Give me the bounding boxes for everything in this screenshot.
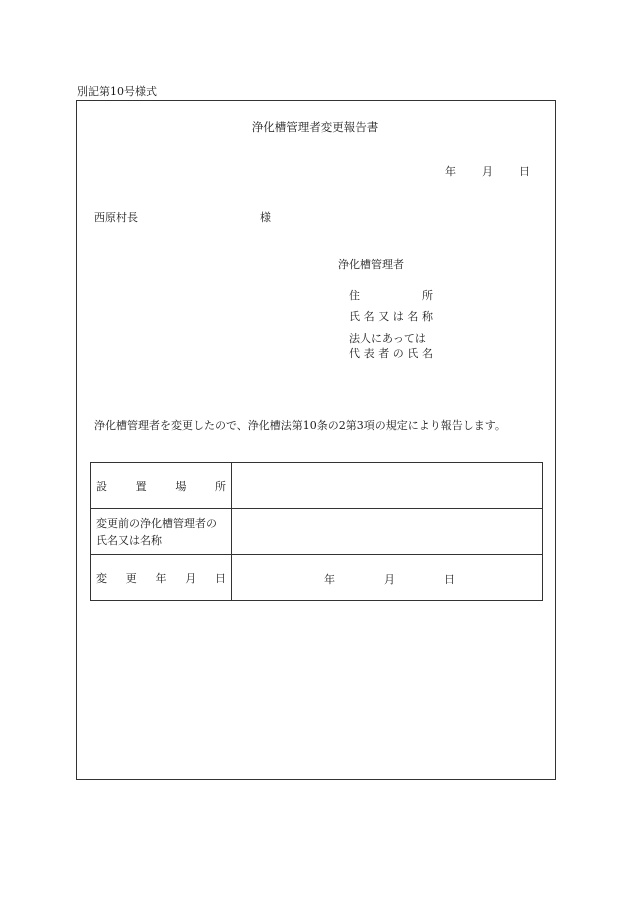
label-char: は	[392, 310, 404, 323]
label-char: 設	[96, 479, 107, 493]
label-char: 称	[421, 310, 433, 323]
label-char: 名	[363, 310, 375, 323]
label-char: 氏	[96, 533, 107, 547]
label-char: 所	[422, 289, 433, 302]
change-date-year: 年	[324, 573, 335, 586]
previous-manager-label-line1: 変更前の浄化槽管理者の	[96, 516, 217, 530]
label-char: 代	[349, 347, 360, 360]
statement-text: 浄化槽管理者を変更したので、浄化槽法第10条の2第3項の規定により報告します。	[94, 419, 506, 432]
installation-location-label	[91, 463, 232, 509]
label-char: 表	[363, 347, 375, 360]
label-char: 更	[125, 571, 137, 585]
page-title: 浄化槽管理者変更報告書	[251, 120, 379, 134]
form-frame	[76, 100, 556, 780]
table-row	[91, 463, 543, 509]
honorific: 様	[260, 211, 271, 224]
label-char: 又	[378, 310, 390, 323]
address-label	[349, 290, 433, 301]
table-row	[91, 509, 543, 555]
change-date-month: 月	[384, 573, 395, 586]
label-char: 氏	[407, 347, 419, 360]
label-char: 又	[118, 533, 129, 547]
previous-manager-value[interactable]	[232, 509, 543, 555]
label-char: 住	[349, 289, 360, 302]
manager-heading: 浄化槽管理者	[338, 258, 404, 271]
installation-location-value[interactable]	[232, 463, 543, 509]
date-day-label: 日	[519, 165, 530, 178]
previous-manager-label	[91, 509, 232, 555]
label-char: 日	[215, 571, 226, 585]
change-date-value[interactable]	[232, 555, 543, 601]
label-char: 置	[135, 479, 147, 493]
label-char: 場	[175, 479, 187, 493]
label-char: は	[129, 533, 140, 547]
label-char: 名	[107, 533, 118, 547]
change-date-label	[91, 555, 232, 601]
corp-label-line2	[349, 348, 433, 359]
label-char: 名	[140, 533, 151, 547]
table-row	[91, 555, 543, 601]
addressee: 西原村長	[94, 211, 138, 224]
label-char: 名	[407, 310, 419, 323]
label-char: の	[392, 347, 404, 360]
label-char: 名	[421, 347, 433, 360]
label-char: 所	[214, 479, 226, 493]
label-char: 氏	[349, 310, 360, 323]
label-char: 月	[185, 571, 197, 585]
date-month-label: 月	[482, 165, 493, 178]
label-char: 変	[96, 571, 107, 585]
previous-manager-label-line2	[96, 532, 226, 549]
name-label	[349, 311, 433, 322]
change-date-day: 日	[444, 573, 455, 586]
label-char: 者	[378, 347, 390, 360]
date-year-label: 年	[445, 165, 456, 178]
corp-label-line1: 法人にあっては	[349, 332, 426, 345]
label-char: 年	[155, 571, 167, 585]
report-date	[445, 166, 530, 177]
form-number: 別記第10号様式	[77, 85, 157, 98]
info-table	[90, 462, 543, 601]
label-char: 称	[151, 533, 162, 547]
